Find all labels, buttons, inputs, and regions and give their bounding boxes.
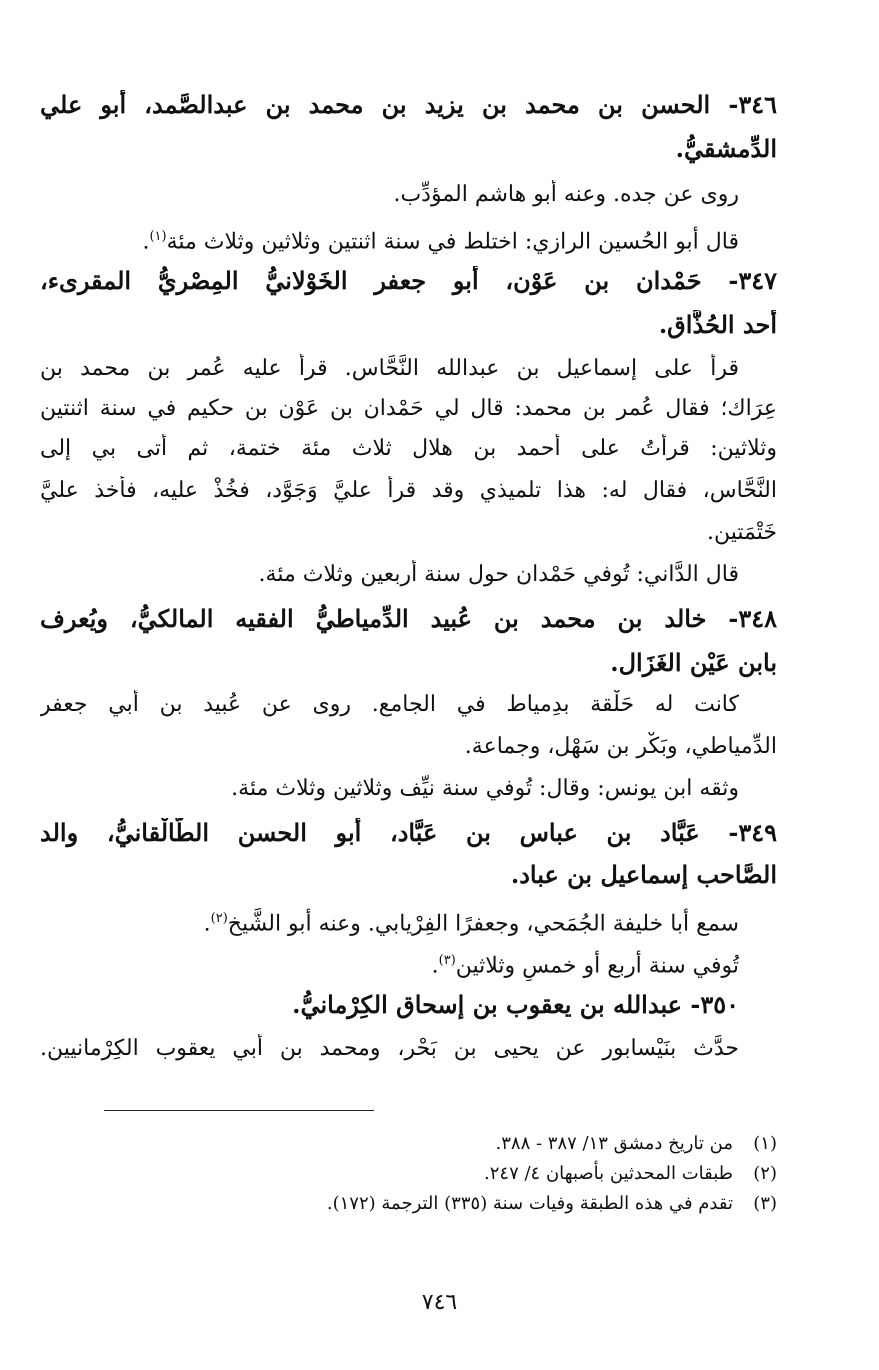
entry-348-heading-cont: بابن عَيْن الغَزَال.	[610, 648, 777, 677]
entry-346-heading: ٣٤٦- الحسن بن محمد بن يزيد بن محمد بن عبدالصَّمد، أبو علي	[40, 90, 777, 119]
entry-346-text: قال أبو الحُسين الرازي: اختلط في سنة اثنتين وثلاثين وثلاث مئة$^{(١)}$.	[142, 229, 739, 255]
entry-348-text: الدِّمياطي، وبَكْر بن سَهْل، وجماعة.	[464, 734, 777, 759]
entry-347-text: قال الدَّاني: تُوفي حَمْدان حول سنة أربعين وثلاث مئة.	[258, 562, 739, 587]
footnote-ref: (١)	[149, 229, 167, 244]
footnote-2	[200, 1160, 777, 1188]
footnote-text: من تاريخ دمشق ١٣/ ٣٨٧ - ٣٨٨.	[495, 1133, 733, 1154]
entry-347-heading: ٣٤٧- حَمْدان بن عَوْن، أبو جعفر الخَوْلانيُّ المِصْريُّ المقرىء،	[40, 266, 777, 295]
entry-347-text: خَتْمَتين.	[707, 520, 777, 545]
footnote-number: (٢)	[753, 1163, 777, 1184]
entry-348-heading: ٣٤٨- خالد بن محمد بن عُبيد الدِّمياطيُّ الفقيه المالكيُّ، ويُعرف	[40, 604, 777, 633]
footnote-number: (١)	[753, 1133, 777, 1154]
entry-350-heading: ٣٥٠- عبدالله بن يعقوب بن إسحاق الكِرْمانيُّ.	[292, 990, 739, 1019]
footnote-text: طبقات المحدثين بأصبهان ٤/ ٢٤٧.	[484, 1163, 733, 1184]
footnote-1	[200, 1130, 777, 1158]
text: تُوفي سنة أربع أو خمسٍ وثلاثين	[455, 953, 739, 979]
entry-346-text: روى عن جده. وعنه أبو هاشم المؤدِّب.	[393, 182, 739, 207]
entry-348-text: وثقه ابن يونس: وقال: تُوفي سنة نيِّف وثلاثين وثلاث مئة.	[231, 776, 739, 801]
entry-346-heading-cont: الدِّمشقيُّ.	[675, 134, 777, 163]
footnote-text: تقدم في هذه الطبقة وفيات سنة (٣٣٥) الترجمة (١٧٢).	[326, 1193, 733, 1214]
entry-347-text: عِرَاك؛ فقال عُمر بن محمد: قال لي حَمْدان بن عَوْن بن حكيم في سنة اثنتين	[40, 396, 777, 421]
footnote-ref: (٢)	[210, 911, 228, 926]
entry-348-text: كانت له حَلْقة بدِمياط في الجامع. روى عن عُبيد بن أبي جعفر	[40, 692, 739, 717]
entry-347-text: قرأ على إسماعيل بن عبدالله النَّحَّاس. قرأ عليه عُمر بن محمد بن	[40, 356, 739, 381]
entry-349-heading-cont: الصَّاحب إسماعيل بن عباد.	[510, 860, 777, 889]
entry-349-text: سمع أبا خليفة الجُمَحي، وجعفرًا الفِرْيابي. وعنه أبو الشَّيخ$^{(٢)}$.	[203, 911, 739, 937]
text: سمع أبا خليفة الجُمَحي، وجعفرًا الفِرْيابي. وعنه أبو الشَّيخ	[227, 911, 739, 937]
text: قال أبو الحُسين الرازي: اختلط في سنة اثنتين وثلاثين وثلاث مئة	[166, 229, 739, 255]
entry-347-text: وثلاثين: قرأتُ على أحمد بن هلال ثلاث مئة ختمة، ثم أتى بي إلى	[40, 436, 777, 461]
entry-349-text: تُوفي سنة أربع أو خمسٍ وثلاثين$^{(٣)}$.	[431, 953, 739, 979]
entry-347-heading-cont: أحد الحُذَّاق.	[658, 310, 777, 339]
footnote-divider	[104, 1110, 374, 1111]
footnote-ref: (٣)	[438, 953, 456, 968]
page-number: ٧٤٦	[421, 1290, 458, 1315]
entry-349-heading: ٣٤٩- عَبَّاد بن عباس بن عَبَّاد، أبو الحسن الطَّالْقانيُّ، والد	[40, 818, 777, 847]
footnote-3	[200, 1190, 777, 1218]
entry-350-text: حدَّث بنَيْسابور عن يحيى بن بَحْر، ومحمد بن أبي يعقوب الكِرْمانيين.	[40, 1036, 739, 1061]
entry-347-text: النَّحَّاس، فقال له: هذا تلميذي وقد قرأ عليَّ وَجَوَّد، فخُذْ عليه، فأخذ عليَّ	[40, 478, 777, 503]
footnote-number: (٣)	[753, 1193, 777, 1214]
